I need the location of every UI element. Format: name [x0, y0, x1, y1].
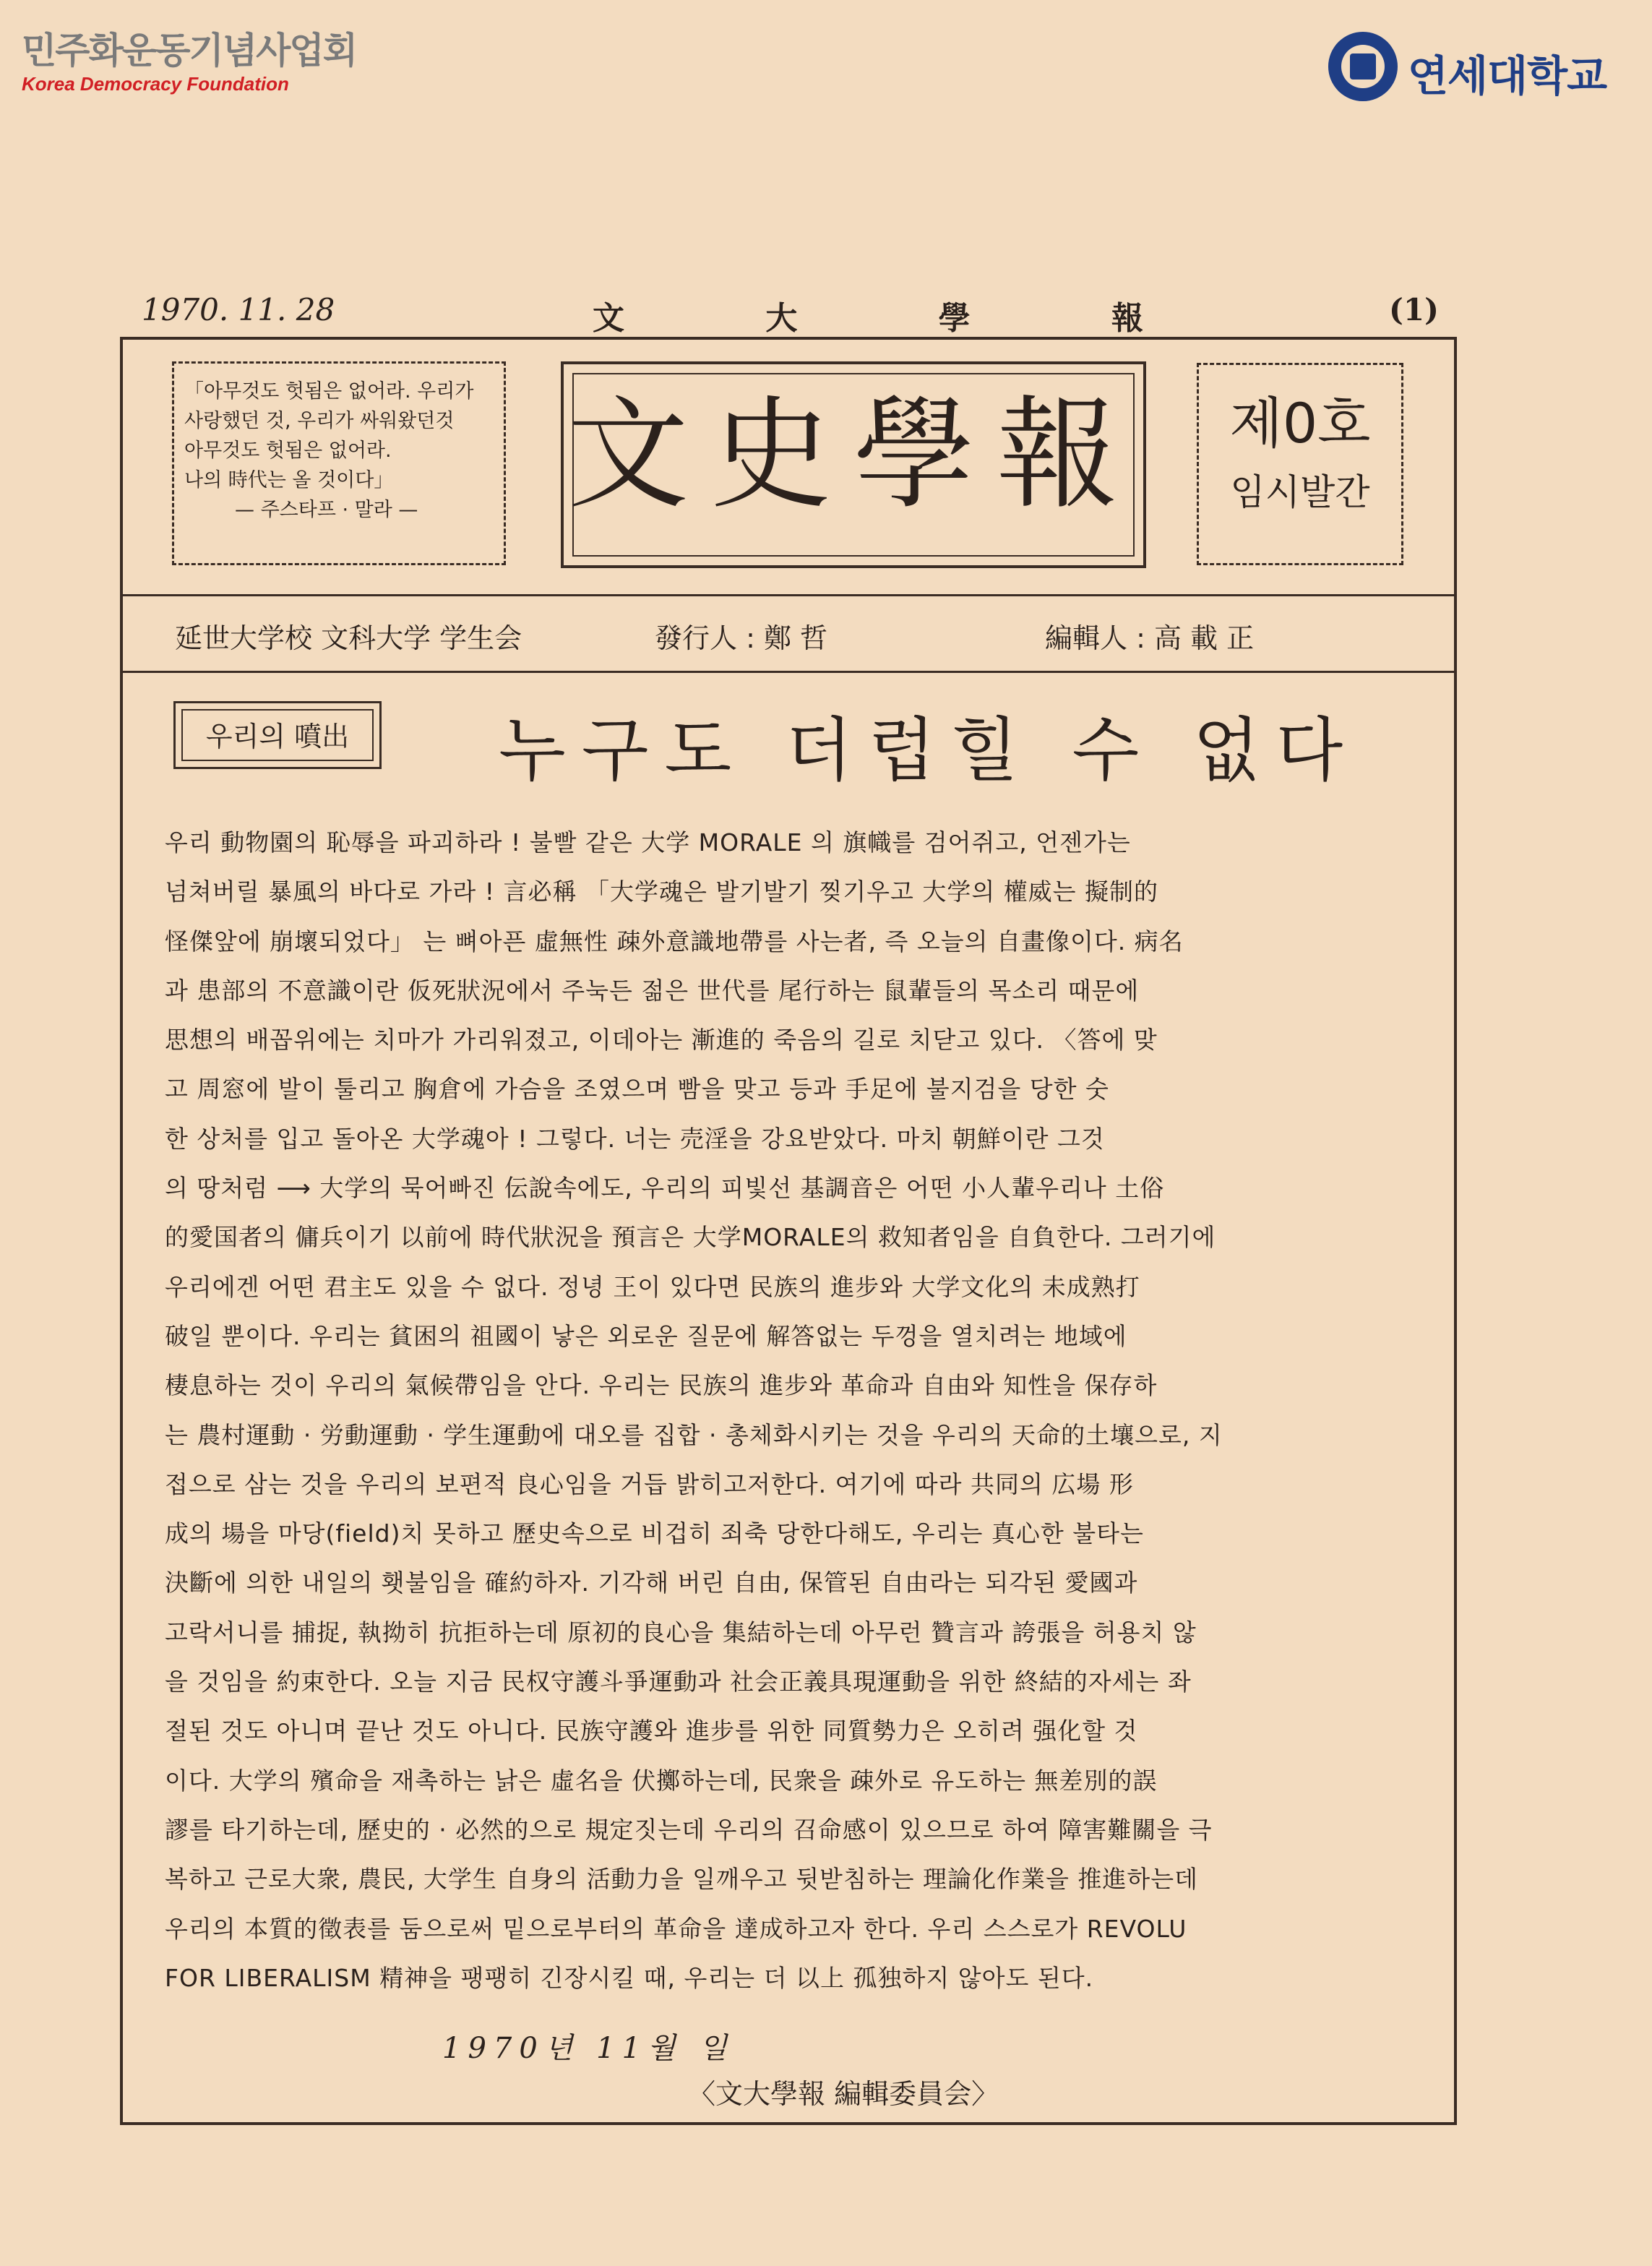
body-line: 는 農村運動 · 労動運動 · 学生運動에 대오를 집합 · 총체화시키는 것을 우리의 天命的土壤으로, 지 [165, 1420, 1223, 1449]
body-line: 우리에겐 어떤 君主도 있을 수 없다. 정녕 王이 있다면 民族의 進步와 大学文化의 未成熟打 [165, 1272, 1140, 1301]
body-line: 的愛国者의 傭兵이기 以前에 時代狀況을 預言은 大学MORALE의 救知者임을 自負한다. 그러기에 [165, 1223, 1216, 1252]
kdf-logo-korean: 민주화운동기념사업회 [22, 30, 356, 72]
issue-number: 제0호 [1229, 391, 1371, 455]
quote-author: — 주스타프 · 말라 — [235, 499, 418, 521]
body-line: 棲息하는 것이 우리의 氣候帶임을 안다. 우리는 民族의 進步와 革命과 自由와 知性을 保存하 [165, 1371, 1158, 1400]
body-line: 절된 것도 아니며 끝난 것도 아니다. 民族守護와 進步를 위한 同質勢力은 오히려 强化할 것 [165, 1717, 1138, 1746]
body-line: 이다. 大学의 殯命을 재촉하는 낡은 虛名을 伏擲하는데, 民衆을 疎外로 유도하는 無差別的誤 [165, 1766, 1158, 1795]
quote-line: 아무것도 헛됨은 없어라. [184, 439, 392, 462]
editor: 編輯人 : 高 載 正 [1045, 622, 1255, 654]
header-title: 文 大 學 報 [593, 300, 1208, 337]
body-line: 넘쳐버릴 暴風의 바다로 가라 ! 言必稱 「大学魂은 발기발기 찢기우고 大学의 權威는 擬制的 [165, 877, 1159, 906]
body-line: 고 周窓에 발이 툴리고 胸倉에 가슴을 조였으며 빰을 맞고 등과 手足에 불지검을 당한 숫 [165, 1075, 1109, 1104]
issue-box [1197, 363, 1403, 565]
publisher: 發行人 : 鄭 哲 [655, 622, 828, 654]
editorial-committee: 〈文大學報 編輯委員会〉 [688, 2078, 999, 2110]
body-line: 우리 動物園의 恥辱을 파괴하라 ! 불빨 같은 大学 MORALE 의 旗幟를 검어쥐고, 언젠가는 [165, 828, 1131, 857]
body-line: 思想의 배꼽위에는 치마가 가리워졌고, 이데아는 漸進的 죽음의 길로 치닫고 있다. 〈答에 맞 [165, 1026, 1158, 1055]
kdf-logo-english: Korea Democracy Foundation [22, 73, 289, 95]
body-line: FOR LIBERALISM 精神을 팽팽히 긴장시킬 때, 우리는 더 以上 孤独하지 않아도 된다. [165, 1963, 1094, 1992]
article-body [165, 818, 1415, 2003]
divider [120, 594, 1457, 596]
yonsei-seal-icon [1328, 32, 1398, 101]
body-line: 고락서니를 捕捉, 執拗히 抗拒하는데 原初的良心을 集結하는데 아무런 贊言과 誇張을 허용치 않 [165, 1618, 1197, 1647]
body-line: 怪傑앞에 崩壞되었다」 는 뼈아픈 虛無性 疎外意識地帶를 사는者, 즉 오늘의 自畫像이다. 病名 [165, 927, 1184, 956]
kdf-logo [22, 29, 383, 95]
body-line: 을 것임을 約束한다. 오늘 지금 民权守護斗爭運動과 社会正義具現運動을 위한 終結的자세는 좌 [165, 1668, 1192, 1696]
article-dateline: 1970년 11월 일 [442, 2032, 735, 2065]
masthead-title: 文史學報 [567, 384, 1140, 525]
quote-line: 나의 時代는 올 것이다」 [184, 469, 394, 492]
issue-label: 임시발간 [1230, 471, 1370, 513]
divider [120, 671, 1457, 673]
yonsei-logo [1328, 32, 1632, 104]
body-line: 謬를 타기하는데, 歷史的 · 必然的으로 規定짓는데 우리의 召命感이 있으므로 하여 障害難關을 극 [165, 1815, 1213, 1844]
masthead-box [561, 361, 1146, 568]
organization: 延世大学校 文科大学 学生会 [175, 622, 522, 654]
body-line: 과 患部의 不意識이란 仮死狀況에서 주눅든 젊은 世代를 尾行하는 鼠輩들의 목소리 때문에 [165, 976, 1140, 1005]
quote-box [172, 361, 506, 565]
quote-line: 「아무것도 헛됨은 없어라. 우리가 [184, 380, 474, 403]
body-line: 한 상처를 입고 돌아온 大学魂아 ! 그렇다. 너는 売淫을 강요받았다. 마치 朝鮮이란 그것 [165, 1124, 1105, 1153]
yonsei-logo-text: 연세대학교 [1408, 51, 1607, 100]
body-line: 우리의 本質的徵表를 둠으로써 밑으로부터의 革命을 達成하고자 한다. 우리 스스로가 REVOLU [165, 1914, 1187, 1943]
header-page-number: (1) [1389, 292, 1439, 327]
headline: 누구도 더럽힐 수 없다 [499, 710, 1359, 791]
editorial-label-box [173, 701, 382, 769]
body-line: 접으로 삼는 것을 우리의 보편적 良心임을 거듭 밝히고저한다. 여기에 따라 共同의 広場 形 [165, 1469, 1134, 1498]
body-line: 破일 뿐이다. 우리는 貧困의 祖國이 낳은 외로운 질문에 解答없는 두껑을 열치려는 地域에 [165, 1321, 1127, 1350]
body-line: 복하고 근로大衆, 農民, 大学生 自身의 活動力을 일깨우고 뒷받침하는 理論化作業을 推進하는데 [165, 1865, 1198, 1894]
body-line: 決斷에 의한 내일의 횃불임을 確約하자. 기각해 버린 自由, 保管된 自由라는 되각된 愛國과 [165, 1568, 1138, 1597]
body-line: 의 땅처럼 ⟶ 大学의 묵어빠진 伝說속에도, 우리의 피빛선 基調音은 어떤 小人輩우리나 土俗 [165, 1174, 1165, 1203]
header-date: 1970. 11. 28 [142, 292, 335, 327]
editorial-label: 우리의 噴出 [181, 709, 374, 761]
body-line: 成의 場을 마당(field)치 못하고 歷史속으로 비겁히 죄축 당한다해도, 우리는 真心한 불타는 [165, 1519, 1144, 1548]
quote-line: 사랑했던 것, 우리가 싸워왔던것 [184, 410, 455, 432]
